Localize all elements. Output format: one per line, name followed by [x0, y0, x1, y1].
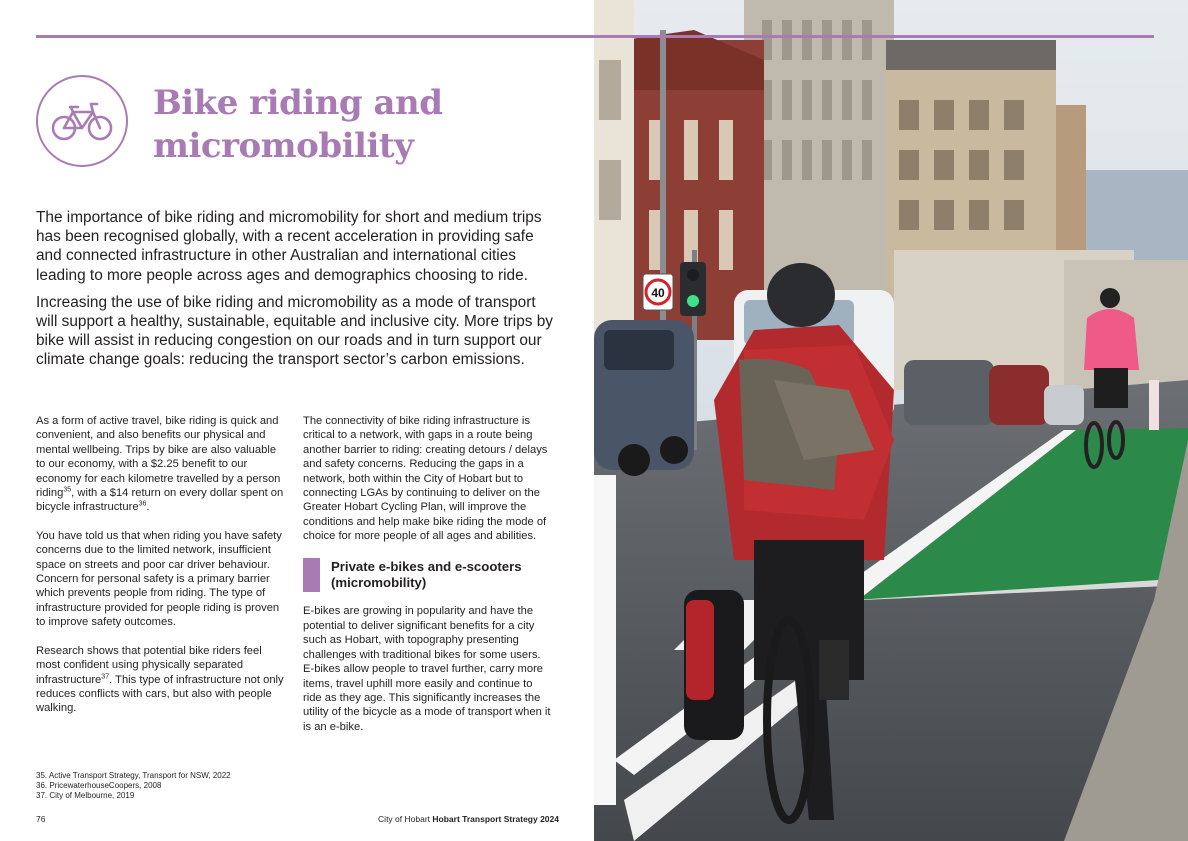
- bicycle-icon: [36, 75, 128, 167]
- left-paragraph-3: [36, 644, 286, 716]
- subheading-line-1: Private e-bikes and e-scooters: [331, 558, 522, 574]
- footnote-37: 37. City of Melbourne, 2019: [36, 791, 135, 800]
- subheading-accent-bar: [303, 558, 320, 593]
- page-title: [153, 82, 443, 168]
- page-number: 76: [36, 814, 46, 824]
- footnotes: [36, 771, 231, 801]
- right-paragraph-1: The connectivity of bike riding infrastructure is critical to a network, with gaps in a route being another barrier to riding: creating detours / delays and safety concerns. Reducing the gaps in a network, both within the City of Hobart but to connecting LGAs by continuing to deliver on the Greater Hobart Cycling Plan, will improve the conditions and help make bike riding the mode of choice for more people of all ages and abilities.: [303, 415, 548, 543]
- subheading-line-2: (micromobility): [331, 575, 427, 591]
- running-footer: [378, 814, 559, 824]
- left-paragraph-1-text-c: .: [146, 501, 150, 514]
- footnote-35: 35. Active Transport Strategy, Transport for NSW, 2022: [36, 771, 231, 780]
- left-paragraph-1-text-a: As a form of active travel, bike riding is quick and convenient, and also benefits our physical and mental wellbeing. Trips by bike are also valuable to our economy, with a $2.25 benefit to our economy for each kilometre travelled by a person riding: [36, 415, 281, 500]
- left-paragraph-3-text-b: . This type of infrastructure not only reduces conflicts with cars, but also with people walking.: [36, 673, 284, 715]
- page-title-line-2: micromobility: [153, 126, 414, 166]
- left-column: [36, 414, 286, 730]
- footnote-36: 36. PricewaterhouseCoopers, 2008: [36, 781, 162, 790]
- right-column: [303, 414, 553, 748]
- intro: [36, 208, 556, 378]
- footnote-ref-35: 35: [63, 486, 72, 494]
- intro-paragraph-2: Increasing the use of bike riding and micromobility as a mode of transport will support a healthy, sustainable, equitable and inclusive city. More trips by bike will assist in reducing congestion on our roads and in turn support our climate change goals: reducing the transport sector’s carbon emissions.: [36, 293, 553, 369]
- speed-limit-sign: 40: [651, 286, 665, 300]
- subheading-text: [331, 558, 522, 593]
- footer-org: City of Hobart: [378, 814, 431, 824]
- left-paragraph-2: You have told us that when riding you have safety concerns due to the limited network, insufficient space on streets and poor car driver behaviour. Concern for personal safety is a primary barrier which prevents people from riding. The type of infrastructure provided for people riding is proven to improve safety outcomes.: [36, 529, 282, 629]
- left-paragraph-3-text-a: Research shows that potential bike riders feel most confident using physically separated infrastructure: [36, 644, 262, 686]
- left-paragraph-1: [36, 414, 286, 515]
- top-rule: [36, 35, 1154, 38]
- subheading: [303, 558, 553, 593]
- intro-paragraph-1: The importance of bike riding and micromobility for short and medium trips has been recognised globally, with a recent acceleration in providing safe and connected infrastructure in other Australian and international cities leading to more people across ages and demographics choosing to ride.: [36, 209, 542, 284]
- footnote-ref-36: 36: [138, 500, 147, 508]
- footer-doc-title: Hobart Transport Strategy 2024: [432, 814, 559, 824]
- left-paragraph-1-text-b: , with a $14 return on every dollar spent on bicycle infrastructure: [36, 487, 284, 514]
- right-paragraph-2: E-bikes are growing in popularity and have the potential to deliver significant benefits for a city such as Hobart, with topography presenting challenges with traditional bikes for some users. E-bikes allow people to travel further, carry more items, travel uphill more easily and continue to ride as they age. This significantly increases the utility of the bicycle as a mode of transport when it is an e-bike.: [303, 605, 551, 733]
- footnote-ref-37: 37: [101, 672, 110, 680]
- page-title-line-1: Bike riding and: [153, 83, 443, 123]
- cyclists-photo: [594, 0, 1188, 841]
